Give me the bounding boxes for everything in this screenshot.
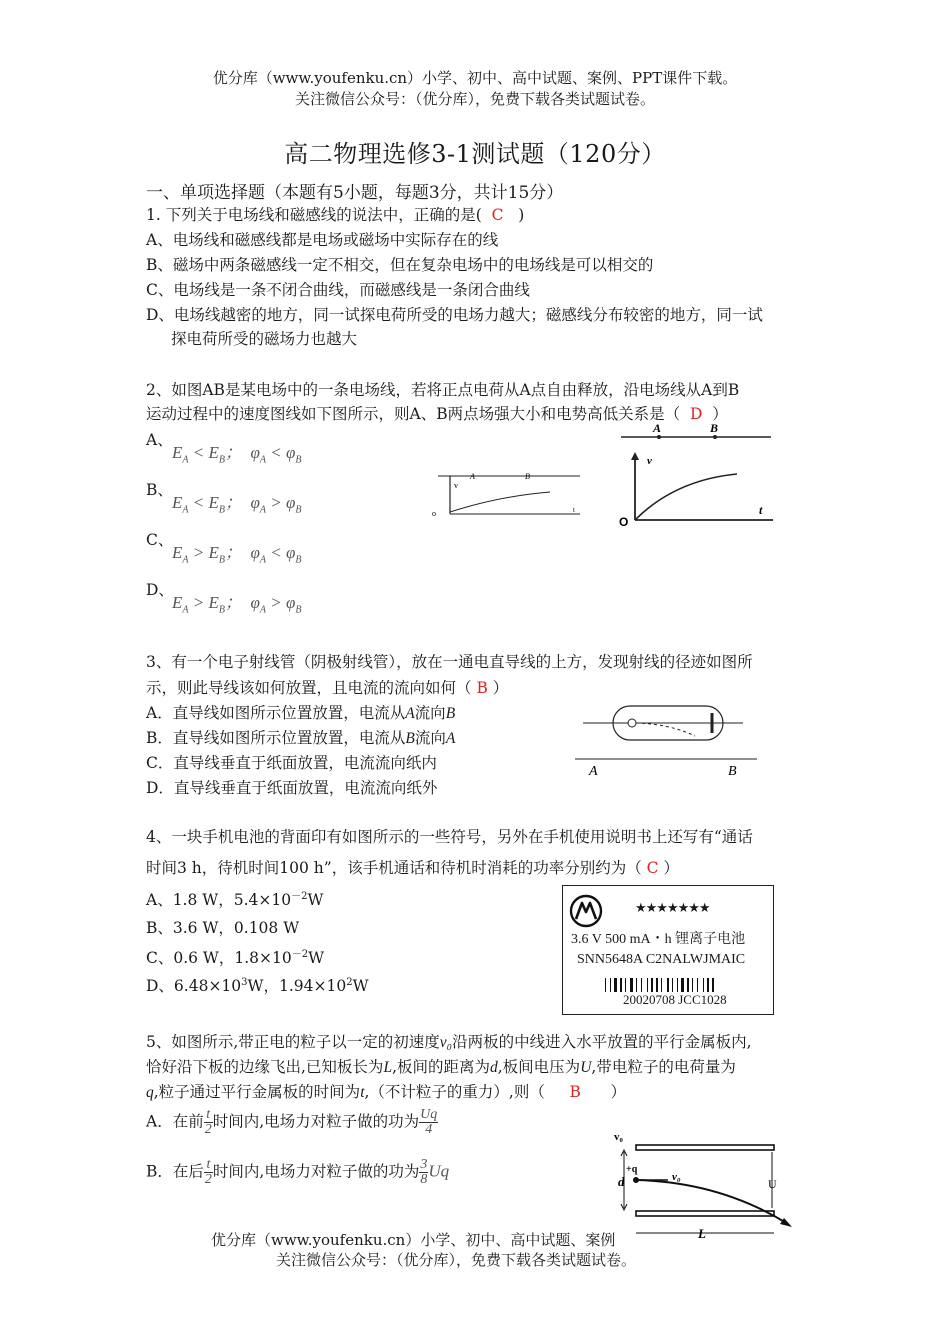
- q4-option-d: D、$6.48\times 10^3W$，$1.94\times 10^2W$: [146, 976, 369, 995]
- page-title: 高二物理选修3-1测试题（120分）: [284, 140, 666, 168]
- q2-option-b-label: B、: [146, 481, 173, 499]
- svg-text:v: v: [454, 481, 458, 490]
- q2-field-line-and-velocity-graph: [615, 420, 775, 530]
- battery-serial: 20020708 JCC1028: [623, 992, 727, 1007]
- barcode-icon: [605, 978, 755, 992]
- q1-option-c: C、电场线是一条不闭合曲线，而磁感线是一条闭合曲线: [146, 281, 530, 299]
- q3-option-b: B．直导线如图所示位置放置，电流从B流向A: [146, 729, 456, 747]
- q1-option-b: B、磁场中两条磁感线一定不相交，但在复杂电场中的电场线是可以相交的: [146, 256, 654, 274]
- q1-option-d-cont: 探电荷所受的磁场力也越大: [171, 330, 358, 348]
- svg-text:L: L: [698, 1226, 706, 1241]
- q3-option-c: C．直导线垂直于纸面放置，电流流向纸内: [146, 754, 437, 772]
- svg-text:B: B: [710, 421, 719, 435]
- q1-stem: 1. 下列关于电场线和磁感线的说法中，正确的是( C ): [146, 206, 525, 224]
- svg-text:O: O: [619, 515, 629, 529]
- header-line-2: 关注微信公众号：（优分库），免费下载各类试题试卷。: [294, 90, 655, 108]
- svg-text:B: B: [525, 472, 530, 481]
- q5-parallel-plates-figure: [610, 1128, 800, 1243]
- svg-text:v: v: [647, 455, 652, 467]
- svg-text:+q: +q: [626, 1164, 638, 1175]
- svg-text:t: t: [759, 503, 763, 517]
- q1-answer: C: [491, 206, 504, 224]
- footer-line-2: 关注微信公众号：（优分库），免费下载各类试题试卷。: [276, 1251, 637, 1269]
- q3-option-d: D．直导线垂直于纸面放置，电流流向纸外: [146, 779, 438, 797]
- q2-answer: D: [689, 405, 703, 423]
- q2-option-c-formula: $E_A > E_B$； $\varphi_A < \varphi_B$: [172, 543, 302, 566]
- q4-option-b: B、3.6 W，0.108 W: [146, 919, 300, 937]
- q4-stem-1: 4、一块手机电池的背面印有如图所示的一些符号，另外在手机使用说明书上还写有“通话: [146, 828, 753, 846]
- svg-text:U: U: [768, 1177, 777, 1191]
- svg-text:v₀: v₀: [672, 1171, 681, 1183]
- svg-text:A: A: [470, 472, 475, 481]
- q5-stem-1: 5、如图所示,带正电的粒子以一定的初速度v₀沿两板的中线进入水平放置的平行金属板内,: [146, 1033, 752, 1051]
- footer-line-1: 优分库（www.youfenku.cn）小学、初中、高中试题、案例: [211, 1231, 616, 1249]
- q3-option-a: A．直导线如图所示位置放置，电流从A流向B: [146, 704, 456, 722]
- q3-stem-2: 示，则此导线该如何放置，且电流的流向如何（ B ）: [146, 679, 509, 697]
- battery-model: SNN5648A C2NALWJMAIC: [577, 952, 746, 967]
- svg-text:o: o: [432, 509, 436, 518]
- brand-logo-icon: [569, 894, 603, 928]
- q2-option-c-label: C、: [146, 531, 174, 549]
- q2-small-velocity-graph: [430, 468, 590, 524]
- header-line-1: 优分库（www.youfenku.cn）小学、初中、高中试题、案例、PPT课件下载。: [212, 69, 738, 87]
- q3-stem-1: 3、有一个电子射线管（阴极射线管），放在一通电直导线的上方，发现射线的径迹如图所: [146, 653, 753, 671]
- svg-text:t: t: [573, 506, 575, 514]
- q4-option-c: C、0.6 W，$1.8\times 10^{-2}W$: [146, 949, 325, 968]
- q5-option-b: B．在后 $\frac{t}{2}$ 时间内,电场力对粒子做的功为 $\frac{3}{8}$ Uq: [146, 1157, 450, 1187]
- q1-option-a: A、电场线和磁感线都是电场或磁场中实际存在的线: [146, 231, 499, 249]
- battery-stars: ★★★★★★★: [635, 900, 710, 915]
- q5-answer: B: [569, 1083, 581, 1101]
- q5-stem-3: q,粒子通过平行金属板的时间为t,（不计粒子的重力）,则（ B ）: [146, 1083, 626, 1101]
- q4-stem-2: 时间3 h，待机时间100 h”，该手机通话和待机时消耗的功率分别约为（ C ）: [146, 859, 679, 877]
- svg-text:d: d: [618, 1174, 625, 1189]
- q2-stem-2: 运动过程中的速度图线如下图所示，则A、B两点场强大小和电势高低关系是（ D ）: [146, 405, 728, 423]
- svg-text:B: B: [728, 764, 737, 779]
- svg-text:A: A: [589, 764, 598, 779]
- svg-text:A: A: [653, 421, 662, 435]
- section-heading: 一、单项选择题（本题有5小题，每题3分，共计15分）: [146, 183, 564, 203]
- q2-stem-1: 2、如图AB是某电场中的一条电场线，若将正点电荷从A点自由释放，沿电场线从A到B: [146, 381, 740, 399]
- q4-answer: C: [646, 859, 659, 877]
- q2-option-a-formula: $E_A < E_B$； $\varphi_A < \varphi_B$: [172, 443, 302, 466]
- battery-spec: 3.6 V 500 mA・h 锂离子电池: [571, 932, 746, 947]
- q2-option-a-label: A、: [146, 431, 173, 449]
- q2-option-d-label: D、: [146, 581, 174, 599]
- q2-option-d-formula: $E_A > E_B$； $\varphi_A > \varphi_B$: [172, 593, 302, 616]
- q4-option-a: A、1.8 W，$5.4\times 10^{-2}W$: [146, 891, 324, 910]
- battery-label-figure: [562, 885, 774, 1015]
- svg-text:v₀: v₀: [614, 1131, 623, 1143]
- q5-stem-2: 恰好沿下板的边缘飞出,已知板长为L,板间的距离为d,板间电压为U,带电粒子的电荷量为: [146, 1058, 736, 1076]
- q3-answer: B: [476, 679, 488, 697]
- q5-option-a: A．在前 $\frac{t}{2}$ 时间内,电场力对粒子做的功为 $\frac{Uq}{4}$: [146, 1107, 438, 1137]
- q3-cathode-ray-tube-figure: [575, 696, 760, 782]
- q1-option-d: D、电场线越密的地方，同一试探电荷所受的电场力越大；磁感线分布较密的地方，同一试: [146, 306, 763, 324]
- q2-option-b-formula: $E_A < E_B$； $\varphi_A > \varphi_B$: [172, 493, 302, 516]
